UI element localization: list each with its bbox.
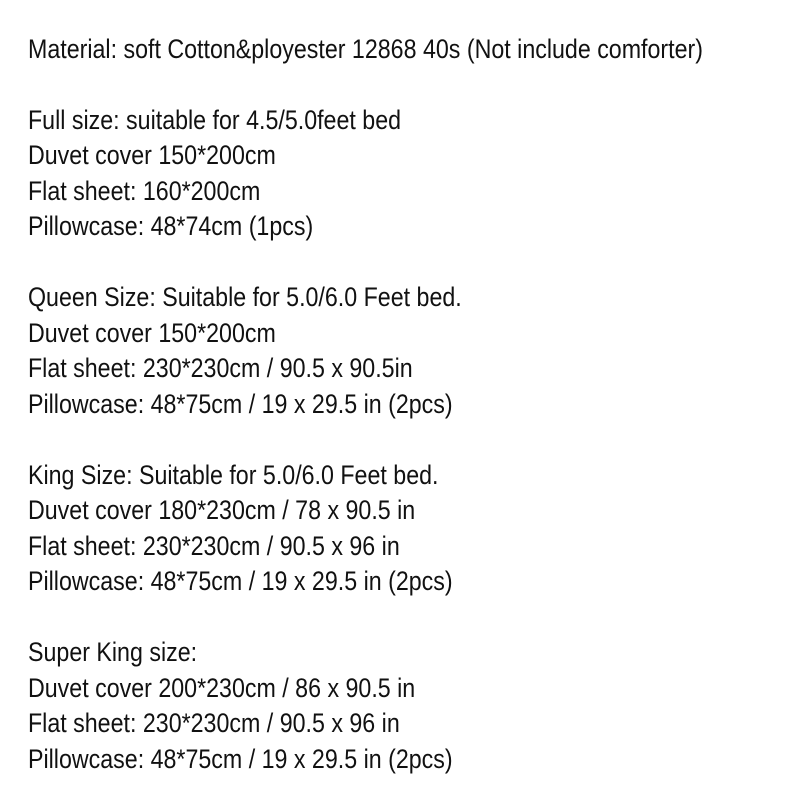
flat-sheet-spec: Flat sheet: 230*230cm / 90.5 x 96 in [28, 708, 400, 738]
size-heading: Full size: suitable for 4.5/5.0feet bed [28, 104, 402, 135]
size-heading: Queen Size: Suitable for 5.0/6.0 Feet bed. [28, 282, 462, 312]
duvet-cover-spec: Duvet cover 150*200cm [28, 140, 276, 170]
flat-sheet-spec: Flat sheet: 230*230cm / 90.5 x 90.5in [28, 353, 413, 383]
size-section-queen [28, 280, 690, 422]
size-section-super-king [28, 635, 690, 777]
size-section-king [28, 458, 690, 600]
pillowcase-spec: Pillowcase: 48*75cm / 19 x 29.5 in (2pcs) [28, 388, 453, 419]
flat-sheet-spec: Flat sheet: 230*230cm / 90.5 x 96 in [28, 530, 400, 561]
size-heading: King Size: Suitable for 5.0/6.0 Feet bed. [28, 459, 439, 490]
pillowcase-spec: Pillowcase: 48*75cm / 19 x 29.5 in (2pcs) [28, 743, 453, 774]
size-heading: Super King size: [28, 637, 198, 667]
material-line: Material: soft Cotton&ployester 12868 40s (Not include comforter) [28, 34, 703, 64]
product-spec-document [28, 32, 703, 777]
pillowcase-spec: Pillowcase: 48*75cm / 19 x 29.5 in (2pcs) [28, 566, 453, 596]
duvet-cover-spec: Duvet cover 180*230cm / 78 x 90.5 in [28, 495, 416, 525]
duvet-cover-spec: Duvet cover 150*200cm [28, 317, 276, 348]
size-section-full [28, 103, 690, 245]
duvet-cover-spec: Duvet cover 200*230cm / 86 x 90.5 in [28, 672, 416, 703]
flat-sheet-spec: Flat sheet: 160*200cm [28, 175, 261, 206]
pillowcase-spec: Pillowcase: 48*74cm (1pcs) [28, 211, 314, 241]
